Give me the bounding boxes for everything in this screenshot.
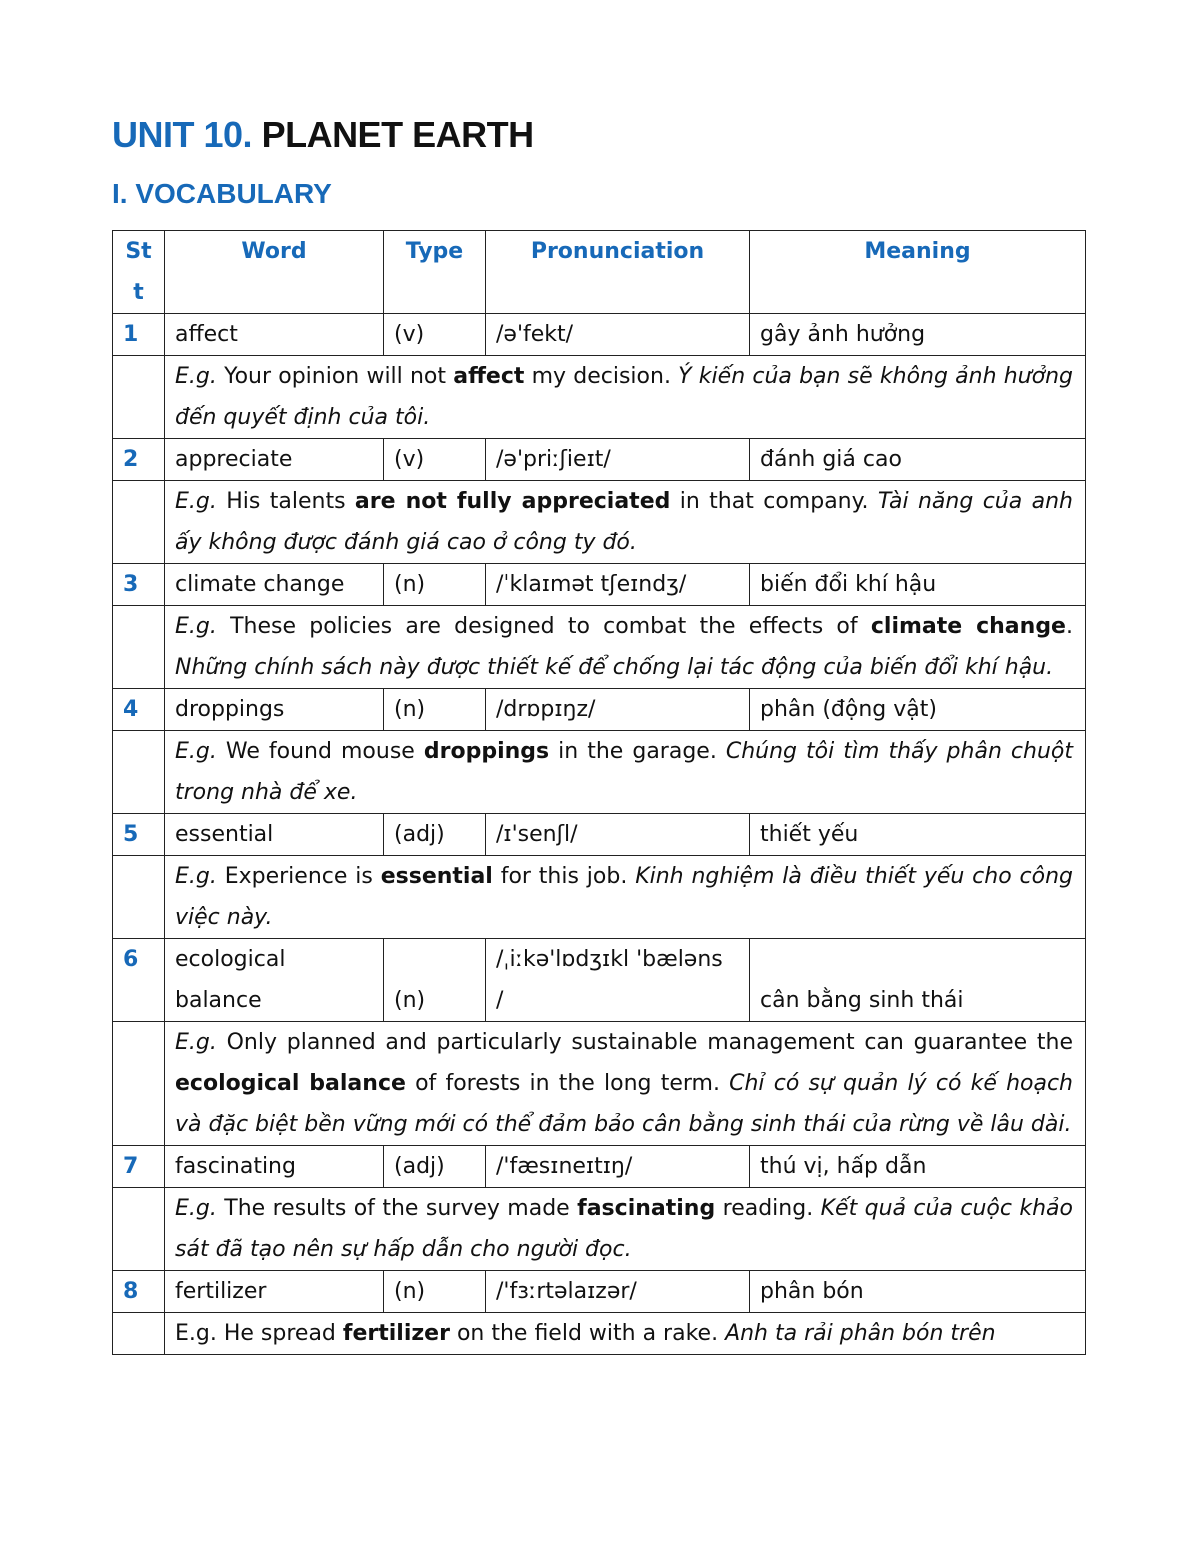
- entry-meaning: biến đổi khí hậu: [750, 564, 1086, 606]
- example-row: [113, 1188, 1086, 1271]
- table-row: [113, 814, 1086, 856]
- table-row: [113, 564, 1086, 606]
- example-text: Your opinion will not: [216, 364, 454, 389]
- example-translation: Chúng tôi tìm thấy phân chuột trong nhà để xe.: [175, 739, 1073, 805]
- entry-type: (n): [384, 939, 486, 1022]
- example-row: [113, 1313, 1086, 1355]
- entry-pronunciation: /ə'priːʃieɪt/: [486, 439, 750, 481]
- example-sentence: [165, 356, 1086, 439]
- example-keyword: ecological balance: [175, 1071, 406, 1096]
- entry-word-line1: ecological: [175, 947, 286, 972]
- example-text: His talents: [216, 489, 355, 514]
- entry-pronunciation: /'fæsɪneɪtɪŋ/: [486, 1146, 750, 1188]
- example-label: E.g.: [175, 364, 217, 389]
- entry-meaning: gây ảnh hưởng: [750, 314, 1086, 356]
- empty-cell: [113, 481, 165, 564]
- example-label: E.g.: [175, 614, 217, 639]
- entry-type: (v): [384, 439, 486, 481]
- vocabulary-table: [112, 230, 1086, 1355]
- example-keyword: essential: [380, 864, 493, 889]
- entry-pronunciation: /ɪ'senʃl/: [486, 814, 750, 856]
- table-row: [113, 439, 1086, 481]
- table-row: [113, 1271, 1086, 1313]
- entry-number: 2: [113, 439, 165, 481]
- entry-word: fertilizer: [165, 1271, 384, 1313]
- example-text: of forests in the long term.: [405, 1071, 730, 1096]
- entry-meaning: phân (động vật): [750, 689, 1086, 731]
- example-translation: Kinh nghiệm là điều thiết yếu cho công việc này.: [175, 864, 1074, 930]
- table-row: [113, 689, 1086, 731]
- example-text: my decision.: [524, 364, 679, 389]
- empty-cell: [113, 1022, 165, 1146]
- header-stt-line2: t: [133, 280, 144, 305]
- example-text: for this job.: [492, 864, 636, 889]
- example-keyword: fascinating: [577, 1196, 716, 1221]
- entry-number: 1: [113, 314, 165, 356]
- example-sentence: [165, 1022, 1086, 1146]
- example-text: Experience is: [216, 864, 381, 889]
- entry-word-line2: balance: [175, 988, 262, 1013]
- entry-number: 8: [113, 1271, 165, 1313]
- entry-pronunciation: /drɒpɪŋz/: [486, 689, 750, 731]
- entry-pronunciation: /'fɜːrtəlaɪzər/: [486, 1271, 750, 1313]
- example-label: E.g.: [175, 864, 217, 889]
- example-translation: Kết quả của cuộc khảo sát đã tạo nên sự hấp dẫn cho người đọc.: [175, 1196, 1073, 1262]
- example-row: [113, 856, 1086, 939]
- example-translation: Chỉ có sự quản lý có kế hoạch và đặc biệt bền vững mới có thể đảm bảo cân bằng sinh thái của rừng về lâu dài.: [175, 1071, 1073, 1137]
- entry-number: 7: [113, 1146, 165, 1188]
- example-text: Only planned and particularly sustainable management can guarantee the: [216, 1030, 1073, 1055]
- example-keyword: affect: [453, 364, 525, 389]
- example-translation: Những chính sách này được thiết kế để chống lại tác động của biến đổi khí hậu.: [175, 655, 1054, 680]
- example-text: in the garage.: [549, 739, 726, 764]
- entry-type: (n): [384, 1271, 486, 1313]
- example-text: reading.: [715, 1196, 821, 1221]
- header-stt: [113, 231, 165, 314]
- empty-cell: [113, 1188, 165, 1271]
- entry-meaning: phân bón: [750, 1271, 1086, 1313]
- example-keyword: fertilizer: [342, 1321, 450, 1346]
- example-text: He spread: [216, 1321, 343, 1346]
- example-text: The results of the survey made: [216, 1196, 578, 1221]
- example-label: E.g.: [175, 739, 217, 764]
- header-word: Word: [165, 231, 384, 314]
- example-text: .: [1065, 614, 1073, 639]
- empty-cell: [113, 356, 165, 439]
- header-type: Type: [384, 231, 486, 314]
- entry-pronunciation: /ə'fekt/: [486, 314, 750, 356]
- entry-type: (n): [384, 689, 486, 731]
- header-meaning: Meaning: [750, 231, 1086, 314]
- entry-type: (adj): [384, 814, 486, 856]
- entry-type: (v): [384, 314, 486, 356]
- entry-word: fascinating: [165, 1146, 384, 1188]
- example-keyword: climate change: [870, 614, 1066, 639]
- table-row: [113, 939, 1086, 1022]
- empty-cell: [113, 1313, 165, 1355]
- example-keyword: droppings: [423, 739, 550, 764]
- entry-type: (n): [384, 564, 486, 606]
- unit-number: UNIT 10.: [112, 114, 253, 155]
- example-row: [113, 606, 1086, 689]
- example-text: These policies are designed to combat the effects of: [216, 614, 871, 639]
- example-row: [113, 356, 1086, 439]
- entry-meaning: cân bằng sinh thái: [750, 939, 1086, 1022]
- entry-pronunciation-line2: /: [496, 988, 504, 1013]
- empty-cell: [113, 731, 165, 814]
- section-title: I. VOCABULARY: [112, 178, 332, 209]
- entry-number: 5: [113, 814, 165, 856]
- table-row: [113, 314, 1086, 356]
- example-translation: Tài năng của anh ấy không được đánh giá cao ở công ty đó.: [175, 489, 1073, 555]
- example-row: [113, 1022, 1086, 1146]
- example-sentence: [165, 731, 1086, 814]
- example-row: [113, 481, 1086, 564]
- entry-pronunciation: /ˈklaɪmət tʃeɪndʒ/: [486, 564, 750, 606]
- example-label: E.g.: [175, 489, 217, 514]
- entry-word: droppings: [165, 689, 384, 731]
- entry-pronunciation: [486, 939, 750, 1022]
- entry-word: affect: [165, 314, 384, 356]
- example-translation: Ý kiến của bạn sẽ không ảnh hưởng đến quyết định của tôi.: [175, 364, 1073, 430]
- example-sentence: [165, 856, 1086, 939]
- entry-word: [165, 939, 384, 1022]
- entry-meaning: thú vị, hấp dẫn: [750, 1146, 1086, 1188]
- empty-cell: [113, 606, 165, 689]
- example-label: E.g.: [175, 1030, 217, 1055]
- entry-word: climate change: [165, 564, 384, 606]
- example-label: E.g.: [175, 1196, 217, 1221]
- example-sentence: [165, 606, 1086, 689]
- entry-number: 4: [113, 689, 165, 731]
- header-stt-line1: St: [125, 239, 152, 264]
- entry-number: 6: [113, 939, 165, 1022]
- entry-word: essential: [165, 814, 384, 856]
- entry-word: appreciate: [165, 439, 384, 481]
- example-label: E.g.: [175, 1321, 217, 1346]
- example-keyword: are not fully appreciated: [354, 489, 671, 514]
- example-translation: Anh ta rải phân bón trên: [725, 1321, 996, 1346]
- table-row: [113, 1146, 1086, 1188]
- example-text: on the field with a rake.: [449, 1321, 726, 1346]
- entry-meaning: thiết yếu: [750, 814, 1086, 856]
- unit-title: [112, 112, 534, 158]
- entry-meaning: đánh giá cao: [750, 439, 1086, 481]
- entry-type: (adj): [384, 1146, 486, 1188]
- table-header-row: [113, 231, 1086, 314]
- example-sentence: [165, 1313, 1086, 1355]
- example-sentence: [165, 1188, 1086, 1271]
- example-text: in that company.: [670, 489, 878, 514]
- example-row: [113, 731, 1086, 814]
- example-text: We found mouse: [216, 739, 424, 764]
- empty-cell: [113, 856, 165, 939]
- example-sentence: [165, 481, 1086, 564]
- entry-number: 3: [113, 564, 165, 606]
- unit-name: PLANET EARTH: [261, 114, 534, 155]
- entry-pronunciation-line1: /ˌiːkə'lɒdʒɪkl 'bæləns: [496, 947, 723, 972]
- header-pronunciation: Pronunciation: [486, 231, 750, 314]
